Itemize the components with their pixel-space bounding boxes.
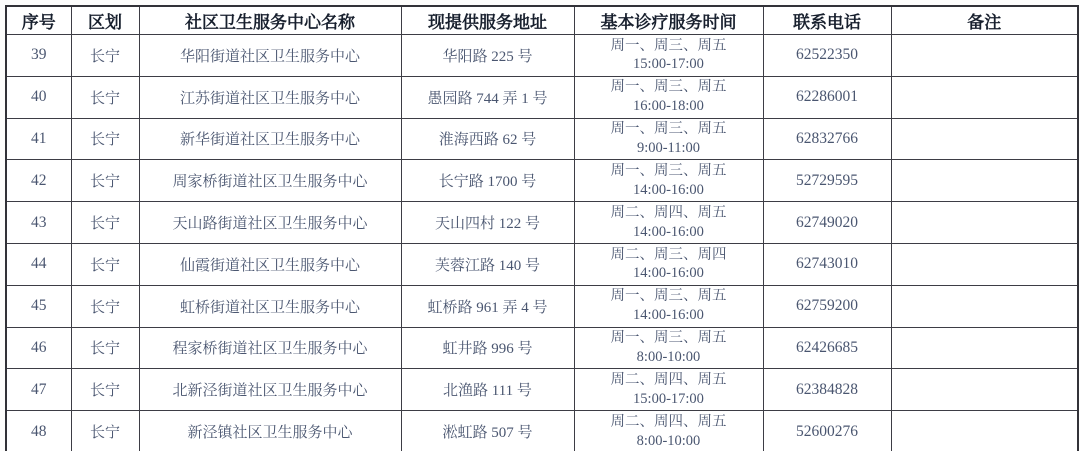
cell-seq: 40 xyxy=(6,76,71,118)
cell-seq: 44 xyxy=(6,243,71,285)
cell-phone: 62743010 xyxy=(763,243,891,285)
hours-time: 8:00-10:00 xyxy=(636,432,701,449)
table-row xyxy=(6,35,1078,77)
table-row xyxy=(6,160,1078,202)
cell-district: 长宁 xyxy=(71,76,139,118)
cell-name: 华阳街道社区卫生服务中心 xyxy=(139,35,401,77)
cell-hours xyxy=(574,76,763,118)
hours-time: 15:00-17:00 xyxy=(633,56,704,73)
hours-days: 周一、周三、周五 xyxy=(610,79,727,96)
cell-seq: 48 xyxy=(6,411,71,451)
table-row xyxy=(6,76,1078,118)
cell-hours xyxy=(574,411,763,451)
hours-days: 周二、周四、周五 xyxy=(610,413,727,430)
cell-hours xyxy=(574,285,763,327)
cell-name: 虹桥街道社区卫生服务中心 xyxy=(139,285,401,327)
hours-time: 8:00-10:00 xyxy=(636,348,701,365)
header-row xyxy=(6,6,1078,35)
cell-name: 新泾镇社区卫生服务中心 xyxy=(139,411,401,451)
cell-address: 淮海西路 62 号 xyxy=(401,118,574,160)
hours-time: 14:00-16:00 xyxy=(633,307,704,324)
table-row xyxy=(6,411,1078,451)
header-name: 社区卫生服务中心名称 xyxy=(139,6,401,35)
hours-time: 15:00-17:00 xyxy=(633,390,704,407)
cell-phone: 62759200 xyxy=(763,285,891,327)
cell-phone: 62522350 xyxy=(763,35,891,77)
cell-district: 长宁 xyxy=(71,369,139,411)
cell-seq: 45 xyxy=(6,285,71,327)
cell-hours xyxy=(574,202,763,244)
hours-days: 周一、周三、周五 xyxy=(610,288,727,305)
cell-address: 天山四村 122 号 xyxy=(401,202,574,244)
table-row xyxy=(6,243,1078,285)
cell-remark xyxy=(891,243,1078,285)
cell-address: 愚园路 744 弄 1 号 xyxy=(401,76,574,118)
table-body xyxy=(6,35,1078,451)
header-district: 区划 xyxy=(71,6,139,35)
hours-days: 周一、周三、周五 xyxy=(610,37,727,54)
cell-hours xyxy=(574,160,763,202)
cell-phone: 62384828 xyxy=(763,369,891,411)
cell-district: 长宁 xyxy=(71,243,139,285)
cell-district: 长宁 xyxy=(71,35,139,77)
hours-days: 周一、周三、周五 xyxy=(610,162,727,179)
cell-seq: 43 xyxy=(6,202,71,244)
cell-name: 新华街道社区卫生服务中心 xyxy=(139,118,401,160)
cell-remark xyxy=(891,76,1078,118)
cell-address: 华阳路 225 号 xyxy=(401,35,574,77)
table-row xyxy=(6,285,1078,327)
cell-seq: 47 xyxy=(6,369,71,411)
hours-time: 14:00-16:00 xyxy=(633,181,704,198)
cell-address: 淞虹路 507 号 xyxy=(401,411,574,451)
cell-seq: 42 xyxy=(6,160,71,202)
cell-hours xyxy=(574,118,763,160)
cell-phone: 52729595 xyxy=(763,160,891,202)
hours-days: 周一、周三、周五 xyxy=(610,330,727,347)
cell-phone: 62749020 xyxy=(763,202,891,244)
hours-time: 9:00-11:00 xyxy=(636,139,701,156)
cell-remark xyxy=(891,411,1078,451)
cell-address: 虹桥路 961 弄 4 号 xyxy=(401,285,574,327)
cell-name: 北新泾街道社区卫生服务中心 xyxy=(139,369,401,411)
cell-remark xyxy=(891,202,1078,244)
table-header xyxy=(6,6,1078,35)
hours-time: 14:00-16:00 xyxy=(633,223,704,240)
cell-address: 芙蓉江路 140 号 xyxy=(401,243,574,285)
cell-remark xyxy=(891,160,1078,202)
hours-days: 周一、周三、周五 xyxy=(610,121,727,138)
cell-name: 天山路街道社区卫生服务中心 xyxy=(139,202,401,244)
cell-district: 长宁 xyxy=(71,160,139,202)
cell-phone: 62286001 xyxy=(763,76,891,118)
cell-phone: 52600276 xyxy=(763,411,891,451)
hours-time: 16:00-18:00 xyxy=(633,98,704,115)
table-row xyxy=(6,202,1078,244)
header-remark: 备注 xyxy=(891,6,1078,35)
hours-time: 14:00-16:00 xyxy=(633,265,704,282)
cell-phone: 62426685 xyxy=(763,327,891,369)
header-phone: 联系电话 xyxy=(763,6,891,35)
hours-days: 周二、周四、周五 xyxy=(610,204,727,221)
cell-seq: 46 xyxy=(6,327,71,369)
cell-hours xyxy=(574,369,763,411)
cell-district: 长宁 xyxy=(71,327,139,369)
cell-remark xyxy=(891,327,1078,369)
cell-hours xyxy=(574,327,763,369)
cell-district: 长宁 xyxy=(71,202,139,244)
cell-remark xyxy=(891,369,1078,411)
cell-remark xyxy=(891,285,1078,327)
table-row xyxy=(6,369,1078,411)
cell-remark xyxy=(891,35,1078,77)
header-seq: 序号 xyxy=(6,6,71,35)
cell-phone: 62832766 xyxy=(763,118,891,160)
cell-name: 周家桥街道社区卫生服务中心 xyxy=(139,160,401,202)
cell-name: 仙霞街道社区卫生服务中心 xyxy=(139,243,401,285)
cell-hours xyxy=(574,243,763,285)
cell-hours xyxy=(574,35,763,77)
table-row xyxy=(6,327,1078,369)
hours-days: 周二、周四、周五 xyxy=(610,371,727,388)
cell-name: 江苏街道社区卫生服务中心 xyxy=(139,76,401,118)
cell-seq: 41 xyxy=(6,118,71,160)
health-centers-table xyxy=(5,5,1079,451)
header-hours: 基本诊疗服务时间 xyxy=(574,6,763,35)
cell-district: 长宁 xyxy=(71,411,139,451)
cell-remark xyxy=(891,118,1078,160)
header-address: 现提供服务地址 xyxy=(401,6,574,35)
hours-days: 周二、周三、周四 xyxy=(610,246,727,263)
cell-seq: 39 xyxy=(6,35,71,77)
cell-address: 北渔路 111 号 xyxy=(401,369,574,411)
table-row xyxy=(6,118,1078,160)
cell-address: 虹井路 996 号 xyxy=(401,327,574,369)
cell-name: 程家桥街道社区卫生服务中心 xyxy=(139,327,401,369)
cell-district: 长宁 xyxy=(71,118,139,160)
cell-address: 长宁路 1700 号 xyxy=(401,160,574,202)
cell-district: 长宁 xyxy=(71,285,139,327)
